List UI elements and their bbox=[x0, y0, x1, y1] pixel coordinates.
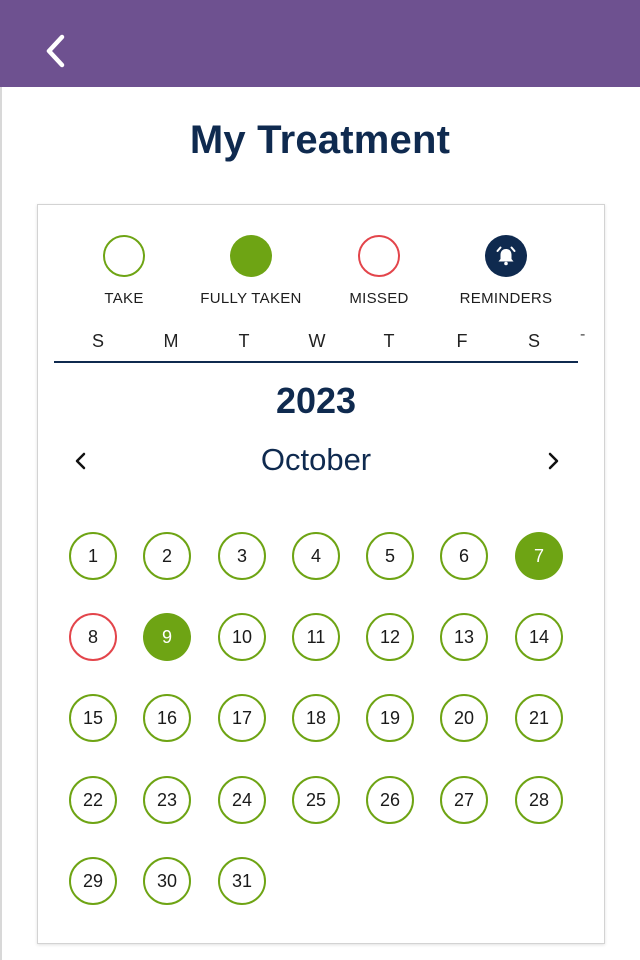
calendar-day-take[interactable]: 15 bbox=[69, 694, 117, 742]
calendar-day-take[interactable]: 22 bbox=[69, 776, 117, 824]
weekday-overflow: - bbox=[580, 326, 586, 343]
calendar-day-take[interactable]: 18 bbox=[292, 694, 340, 742]
calendar-day-take[interactable]: 30 bbox=[143, 857, 191, 905]
treatment-calendar-card bbox=[37, 204, 605, 944]
calendar-day-take[interactable]: 2 bbox=[143, 532, 191, 580]
calendar-day-take[interactable]: 6 bbox=[440, 532, 488, 580]
calendar-day-full[interactable]: 7 bbox=[515, 532, 563, 580]
calendar-day-take[interactable]: 25 bbox=[292, 776, 340, 824]
legend-label: MISSED bbox=[349, 290, 409, 307]
calendar-day-take[interactable]: 31 bbox=[218, 857, 266, 905]
calendar-day-take[interactable]: 1 bbox=[69, 532, 117, 580]
calendar-day-take[interactable]: 24 bbox=[218, 776, 266, 824]
calendar-day-take[interactable]: 4 bbox=[292, 532, 340, 580]
weekday-label: T bbox=[238, 331, 250, 351]
calendar-day-take[interactable]: 29 bbox=[69, 857, 117, 905]
calendar-day-take[interactable]: 16 bbox=[143, 694, 191, 742]
calendar-day-take[interactable]: 20 bbox=[440, 694, 488, 742]
calendar-day-missed[interactable]: 8 bbox=[69, 613, 117, 661]
calendar-day-take[interactable]: 23 bbox=[143, 776, 191, 824]
calendar-day-take[interactable]: 11 bbox=[292, 613, 340, 661]
legend-label: TAKE bbox=[104, 290, 144, 307]
calendar-day-take[interactable]: 10 bbox=[218, 613, 266, 661]
calendar-day-take[interactable]: 21 bbox=[515, 694, 563, 742]
calendar-day-take[interactable]: 5 bbox=[366, 532, 414, 580]
page-title: My Treatment bbox=[189, 118, 451, 162]
calendar-day-grid bbox=[38, 205, 604, 943]
calendar-day-take[interactable]: 14 bbox=[515, 613, 563, 661]
top-app-bar bbox=[0, 0, 640, 87]
calendar-day-take[interactable]: 28 bbox=[515, 776, 563, 824]
calendar-day-take[interactable]: 26 bbox=[366, 776, 414, 824]
calendar-day-take[interactable]: 27 bbox=[440, 776, 488, 824]
weekday-label: W bbox=[308, 331, 326, 351]
calendar-day-full[interactable]: 9 bbox=[143, 613, 191, 661]
legend-label: REMINDERS bbox=[459, 290, 553, 307]
calendar-day-take[interactable]: 12 bbox=[366, 613, 414, 661]
weekday-label: M bbox=[163, 331, 179, 351]
weekday-label: F bbox=[456, 331, 468, 351]
chevron-left-icon bbox=[38, 28, 74, 74]
page-edge bbox=[0, 87, 2, 960]
weekday-label: T bbox=[383, 331, 395, 351]
calendar-day-take[interactable]: 19 bbox=[366, 694, 414, 742]
calendar-month: October bbox=[260, 442, 372, 477]
calendar-day-take[interactable]: 17 bbox=[218, 694, 266, 742]
weekday-label: S bbox=[91, 331, 104, 351]
weekday-label: S bbox=[527, 331, 540, 351]
back-button[interactable] bbox=[38, 28, 74, 74]
legend-label: FULLY TAKEN bbox=[200, 290, 302, 307]
calendar-year: 2023 bbox=[275, 380, 357, 421]
calendar-day-take[interactable]: 13 bbox=[440, 613, 488, 661]
calendar-day-take[interactable]: 3 bbox=[218, 532, 266, 580]
